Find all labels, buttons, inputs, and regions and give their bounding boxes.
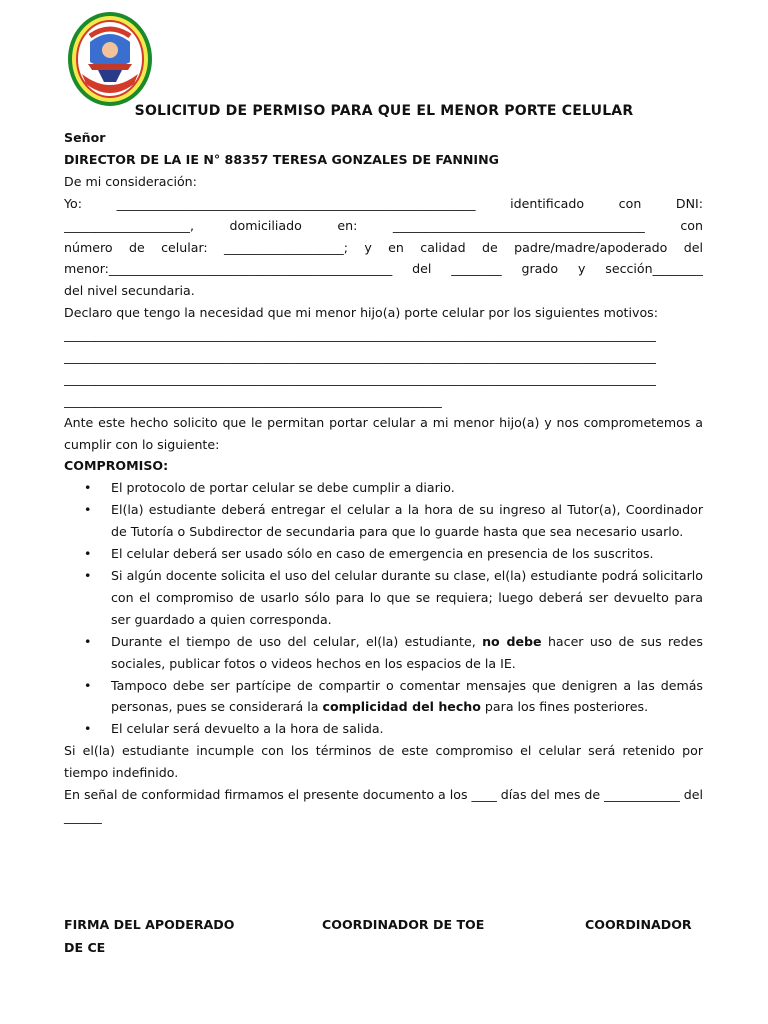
form-line-phone: número de celular: ___________________; y en calidad de padre/madre/apoderado del: [64, 239, 703, 255]
reason-line: ______________________________________________________________________________________________: [64, 370, 656, 386]
commitment-text: para los fines posteriores.: [480, 699, 649, 715]
commitment-item: • El protocolo de portar celular se debe cumplir a diario.: [64, 477, 703, 499]
commitment-emphasis: complicidad del hecho: [322, 699, 481, 715]
greeting: De mi consideración:: [64, 173, 197, 189]
signature-guardian: FIRMA DEL APODERADO: [64, 917, 235, 932]
commitment-item: • El celular deberá ser usado sólo en caso de emergencia en presencia de los suscritos.: [64, 543, 703, 565]
commitment-list: [64, 477, 703, 740]
conformity-paragraph: En señal de conformidad firmamos el presente documento a los ____ días del mes de ____________ del ______: [64, 787, 703, 824]
signature-coordinator: COORDINADOR: [585, 917, 692, 932]
form-line-name: Yo: _________________________________________________________ identificado con DNI:: [64, 195, 703, 211]
school-logo: [68, 12, 152, 106]
reason-line: ______________________________________________________________________________________________: [64, 348, 656, 364]
form-line-level: del nivel secundaria.: [64, 283, 195, 299]
declaration: Declaro que tengo la necesidad que mi menor hijo(a) porte celular por los siguientes motivos:: [64, 305, 658, 321]
signature-toe-coordinator: COORDINADOR DE TOE: [322, 917, 485, 932]
form-line-student: menor:_____________________________________________ del ________ grado y sección________: [64, 261, 703, 277]
commitment-text: Durante el tiempo de uso del celular, el(la) estudiante,: [111, 633, 483, 649]
reason-line: ____________________________________________________________: [64, 392, 442, 408]
commitment-item: • Si algún docente solicita el uso del celular durante su clase, el(la) estudiante podrá solicitarlo con el compromiso de usarlo sólo para lo que se requiera; luego deberá ser devuelto para ser guardado a quien corresponda.: [64, 565, 703, 631]
document-body: [64, 127, 703, 828]
commitment-item: [64, 675, 703, 719]
document-title: SOLICITUD DE PERMISO PARA QUE EL MENOR PORTE CELULAR: [134, 103, 634, 119]
signature-coordinator-cont: DE CE: [64, 940, 106, 955]
commitment-heading: COMPROMISO:: [64, 458, 169, 474]
form-line-address: ____________________, domiciliado en: ________________________________________ con: [64, 217, 703, 233]
reason-line: ______________________________________________________________________________________________: [64, 327, 656, 343]
salutation: Señor: [64, 130, 106, 145]
consequence-paragraph: Si el(la) estudiante incumple con los términos de este compromiso el celular será retenido por tiempo indefinido.: [64, 743, 703, 781]
commitment-item: • El(la) estudiante deberá entregar el celular a la hora de su ingreso al Tutor(a), Coordinador de Tutoría o Subdirector de secundaria para que lo guarde hasta que sea necesario usarlo.: [64, 499, 703, 543]
commitment-text: hacer uso de sus redes sociales, publicar fotos o videos hechos en los espacios de la IE.: [111, 633, 703, 671]
request-paragraph: Ante este hecho solicito que le permitan portar celular a mi menor hijo(a) y nos comprometemos a cumplir con lo siguiente:: [64, 414, 703, 452]
addressee: DIRECTOR DE LA IE N° 88357 TERESA GONZALES DE FANNING: [64, 151, 499, 167]
commitment-item: [64, 631, 703, 675]
commitment-item: • El celular será devuelto a la hora de salida.: [64, 718, 703, 740]
commitment-text: Tampoco debe ser partícipe de compartir o comentar mensajes que denigren a las demás personas, pues se considerará la: [111, 677, 703, 715]
commitment-emphasis: no debe: [482, 633, 542, 649]
